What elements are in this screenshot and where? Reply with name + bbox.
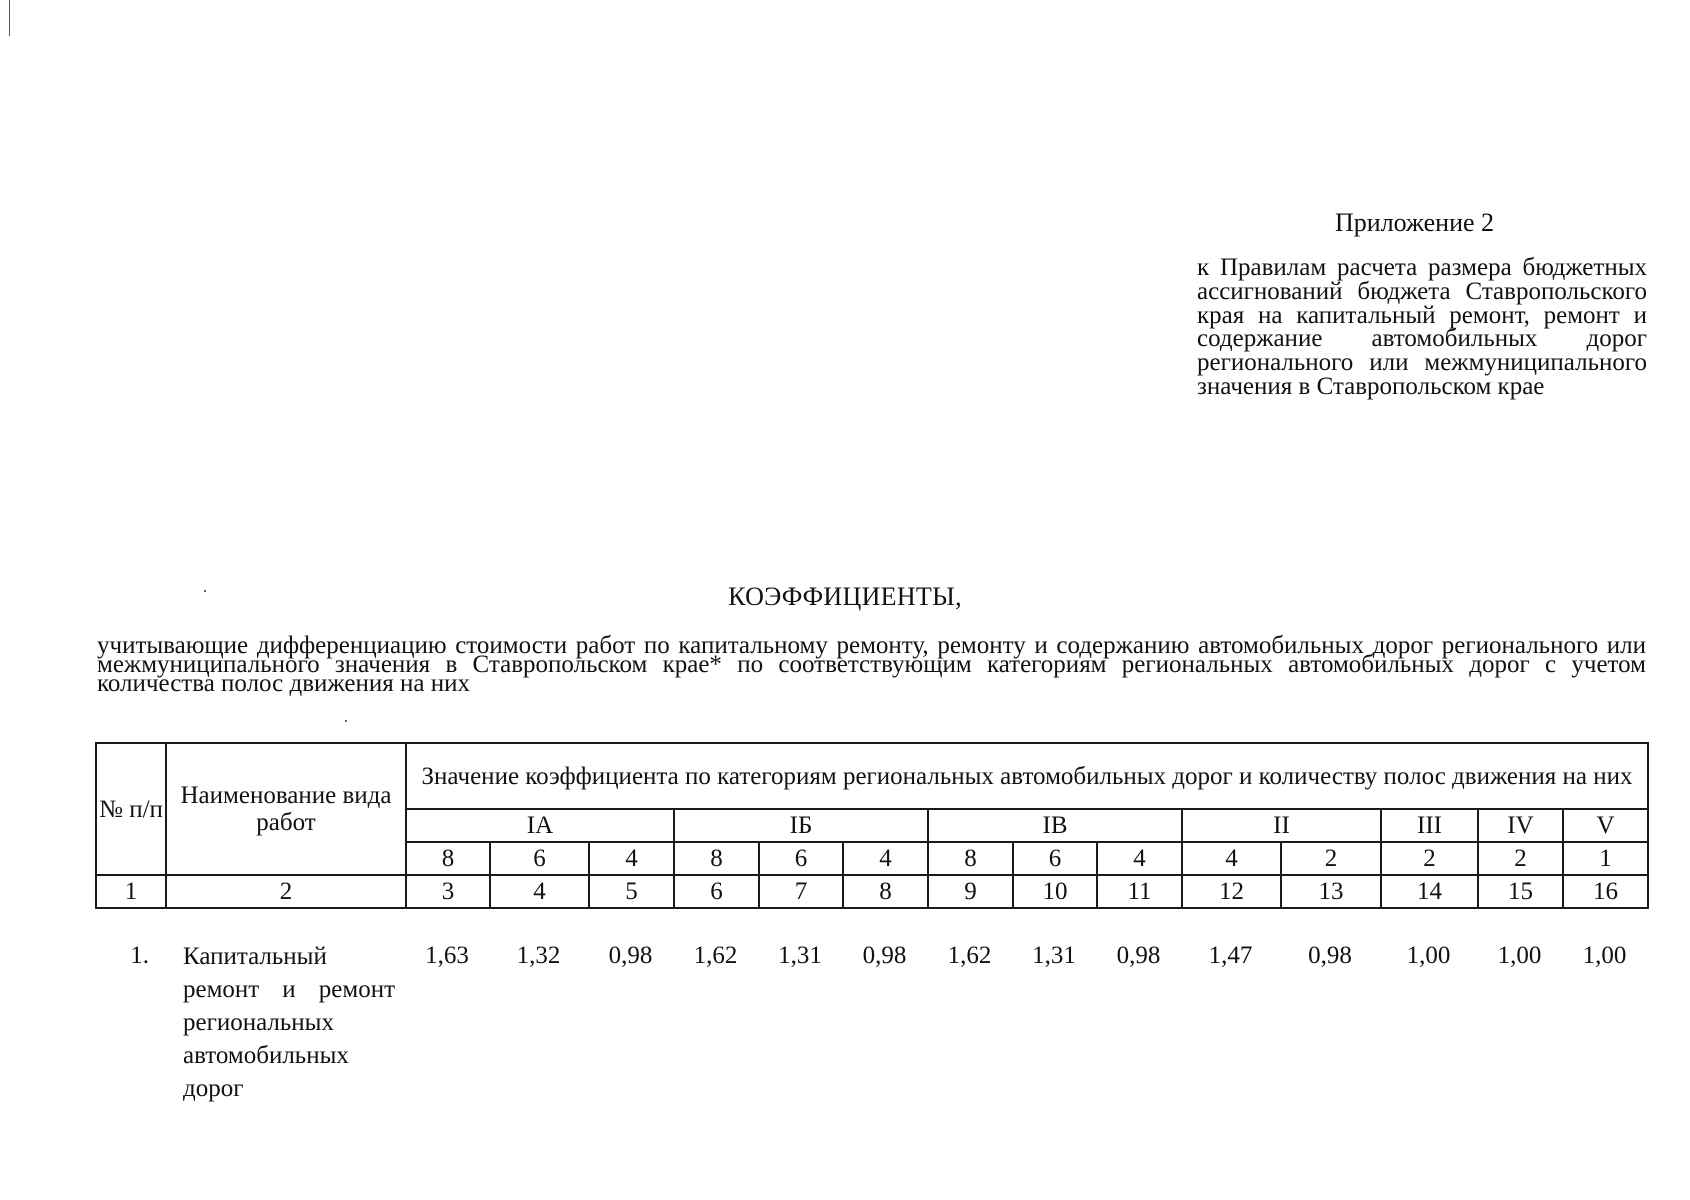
header-lanes: 4 [589, 842, 674, 875]
row-work-type: Капитальный ремонт и ремонт региональных автомобильных дорог [183, 943, 395, 1102]
coefficient-value: 1,62 [693, 942, 738, 969]
header-lanes: 4 [1097, 842, 1182, 875]
appendix-title: Приложение 2 [1335, 208, 1495, 237]
header-lanes: 2 [1281, 842, 1381, 875]
column-number: 15 [1478, 875, 1563, 908]
column-number: 9 [928, 875, 1013, 908]
column-number: 7 [759, 875, 843, 908]
header-work-type: Наименование вида работ [166, 743, 406, 875]
header-row-number: № п/п [96, 743, 166, 875]
document-subtitle: учитывающие дифференциацию стоимости работ по капитальному ремонту, ремонту и содержанию автомобильных дорог регионального или межмуниципального значения в Ставропольском крае* по соответствующим категориям региональных автомобильных дорог с учетом количества полос движения на них [97, 632, 1646, 697]
coefficient-value: 1,32 [516, 942, 561, 969]
header-lanes: 6 [759, 842, 843, 875]
header-coefficient-group: Значение коэффициента по категориям региональных автомобильных дорог и количеству полос движения на них [406, 743, 1648, 809]
column-number: 6 [674, 875, 759, 908]
coefficient-value: 1,00 [1406, 942, 1451, 969]
header-lanes: 4 [1182, 842, 1281, 875]
column-number: 11 [1097, 875, 1182, 908]
column-number: 10 [1013, 875, 1097, 908]
coefficient-value: 0,98 [1116, 942, 1161, 969]
header-lanes: 4 [843, 842, 928, 875]
coefficient-value: 1,00 [1582, 942, 1627, 969]
header-category-v: V [1563, 809, 1648, 842]
scan-edge-mark [9, 0, 10, 36]
appendix-text: к Правилам расчета размера бюджетных ассигнований бюджета Ставропольского края на капитальный ремонт, ремонт и содержание автомобильных дорог регионального или межмуниципального значения в Ставропольском крае [1197, 254, 1647, 400]
coefficient-value: 1,31 [1032, 942, 1076, 969]
header-lanes: 8 [928, 842, 1013, 875]
header-category-iv-roman: IV [1478, 809, 1563, 842]
column-number: 13 [1281, 875, 1381, 908]
header-lanes: 8 [674, 842, 759, 875]
column-number: 16 [1563, 875, 1648, 908]
header-lanes: 6 [490, 842, 589, 875]
coefficient-value: 1,31 [778, 942, 822, 969]
column-number: 3 [406, 875, 490, 908]
row-number: 1. [130, 942, 149, 969]
header-category-iii: III [1381, 809, 1478, 842]
column-number: 12 [1182, 875, 1281, 908]
header-category-ib: IБ [674, 809, 928, 842]
header-category-ia: IА [406, 809, 674, 842]
coefficient-value: 0,98 [862, 942, 907, 969]
document-title: КОЭФФИЦИЕНТЫ, [728, 582, 962, 611]
column-number: 5 [589, 875, 674, 908]
column-number: 8 [843, 875, 928, 908]
header-lanes: 8 [406, 842, 490, 875]
scan-speck [345, 720, 347, 722]
coefficient-value: 1,63 [425, 942, 469, 969]
header-lanes: 6 [1013, 842, 1097, 875]
coefficient-value: 0,98 [608, 942, 653, 969]
coefficient-value: 1,00 [1497, 942, 1542, 969]
header-lanes: 2 [1478, 842, 1563, 875]
column-number: 2 [166, 875, 406, 908]
coefficient-value: 0,98 [1308, 942, 1352, 969]
table-row [95, 940, 1647, 1105]
header-lanes: 1 [1563, 842, 1648, 875]
header-lanes: 2 [1381, 842, 1478, 875]
column-number: 14 [1381, 875, 1478, 908]
column-number: 1 [96, 875, 166, 908]
coefficients-table-body [95, 940, 1647, 1105]
coefficient-value: 1,47 [1208, 942, 1253, 969]
header-category-ii: II [1182, 809, 1381, 842]
column-number: 4 [490, 875, 589, 908]
coefficients-table-header [95, 742, 1649, 909]
coefficient-value: 1,62 [947, 942, 992, 969]
header-category-iv: IВ [928, 809, 1182, 842]
